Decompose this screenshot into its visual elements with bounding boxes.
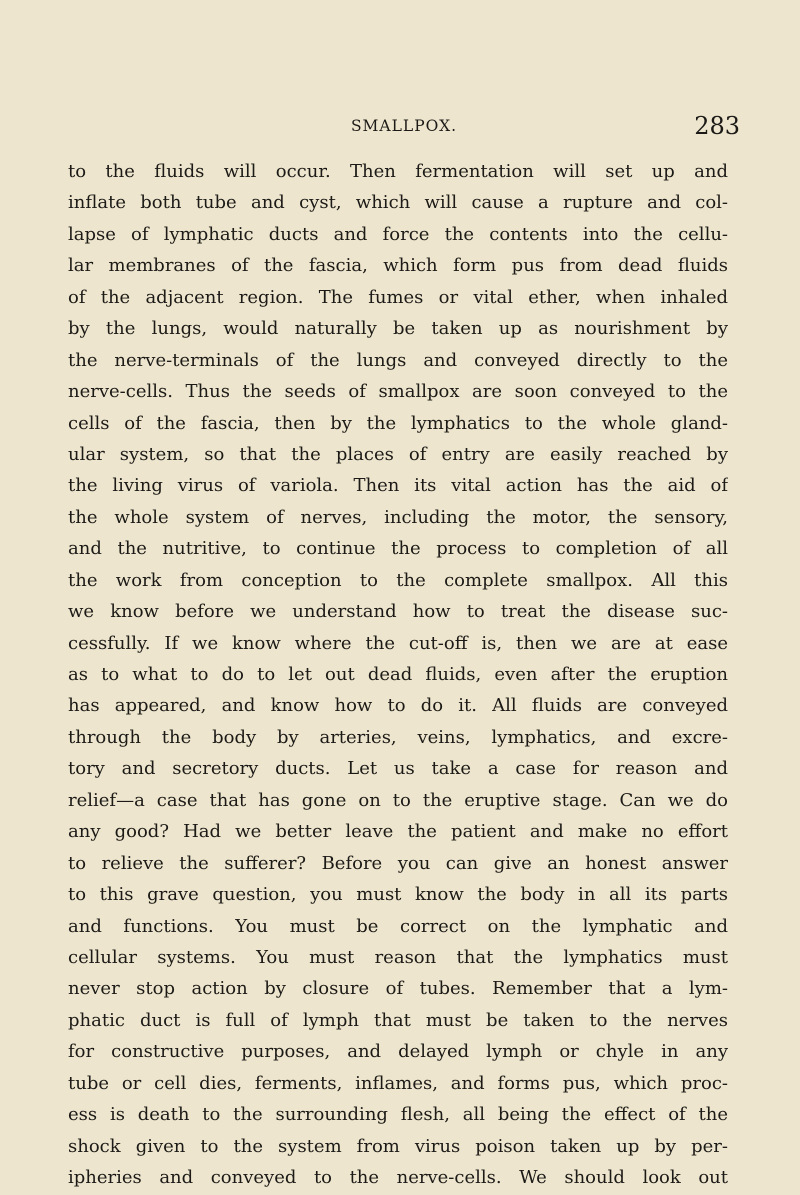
text-line: tory and secretory ducts. Let us take a case for reason and [68, 758, 728, 780]
page-number: 283 [694, 112, 740, 140]
text-line: never stop action by closure of tubes. Remember that a lym- [68, 978, 728, 1000]
text-line: cells of the fascia, then by the lymphatics to the whole gland- [68, 412, 728, 434]
text-line: cellular systems. You must reason that the lymphatics must [68, 946, 728, 968]
text-line: the living virus of variola. Then its vital action has the aid of [68, 475, 728, 497]
text-line: inflate both tube and cyst, which will cause a rupture and col- [68, 192, 728, 214]
text-line: the work from conception to the complete smallpox. All this [68, 569, 728, 591]
running-head [68, 114, 740, 144]
text-line: we know before we understand how to treat the disease suc- [68, 601, 728, 623]
text-line: nerve-cells. Thus the seeds of smallpox are soon conveyed to the [68, 381, 728, 403]
text-line: the whole system of nerves, including the motor, the sensory, [68, 506, 728, 528]
text-line: and functions. You must be correct on the lymphatic and [68, 915, 728, 937]
body-text [68, 156, 728, 1193]
text-line: shock given to the system from virus poison taken up by per- [68, 1135, 728, 1157]
text-line: ular system, so that the places of entry are easily reached by [68, 443, 728, 465]
text-line: cessfully. If we know where the cut-off is, then we are at ease [68, 632, 728, 654]
text-line: any good? Had we better leave the patient and make no effort [68, 821, 728, 843]
text-line: lapse of lymphatic ducts and force the contents into the cellu- [68, 223, 728, 245]
text-line: the nerve-terminals of the lungs and conveyed directly to the [68, 349, 728, 371]
text-line: and the nutritive, to continue the process to completion of all [68, 538, 728, 560]
text-line: relief—a case that has gone on to the eruptive stage. Can we do [68, 789, 728, 811]
text-line: phatic duct is full of lymph that must be taken to the nerves [68, 1009, 728, 1031]
text-line: tube or cell dies, ferments, inflames, and forms pus, which proc- [68, 1072, 728, 1094]
text-line: for constructive purposes, and delayed lymph or chyle in any [68, 1041, 728, 1063]
text-line: by the lungs, would naturally be taken up as nourishment by [68, 318, 728, 340]
text-line: to this grave question, you must know the body in all its parts [68, 884, 728, 906]
text-line: lar membranes of the fascia, which form pus from dead fluids [68, 255, 728, 277]
text-line: ipheries and conveyed to the nerve-cells. We should look out [68, 1167, 728, 1188]
text-line: has appeared, and know how to do it. All fluids are conveyed [68, 695, 728, 717]
text-line: of the adjacent region. The fumes or vital ether, when inhaled [68, 286, 728, 308]
text-line: to relieve the sufferer? Before you can give an honest answer [68, 852, 728, 874]
text-line: to the fluids will occur. Then fermentation will set up and [68, 161, 728, 182]
text-line: through the body by arteries, veins, lymphatics, and excre- [68, 726, 728, 748]
text-line: as to what to do to let out dead fluids, even after the eruption [68, 664, 728, 685]
running-title: SMALLPOX. [350, 117, 458, 135]
text-line: ess is death to the surrounding flesh, all being the effect of the [68, 1104, 728, 1126]
